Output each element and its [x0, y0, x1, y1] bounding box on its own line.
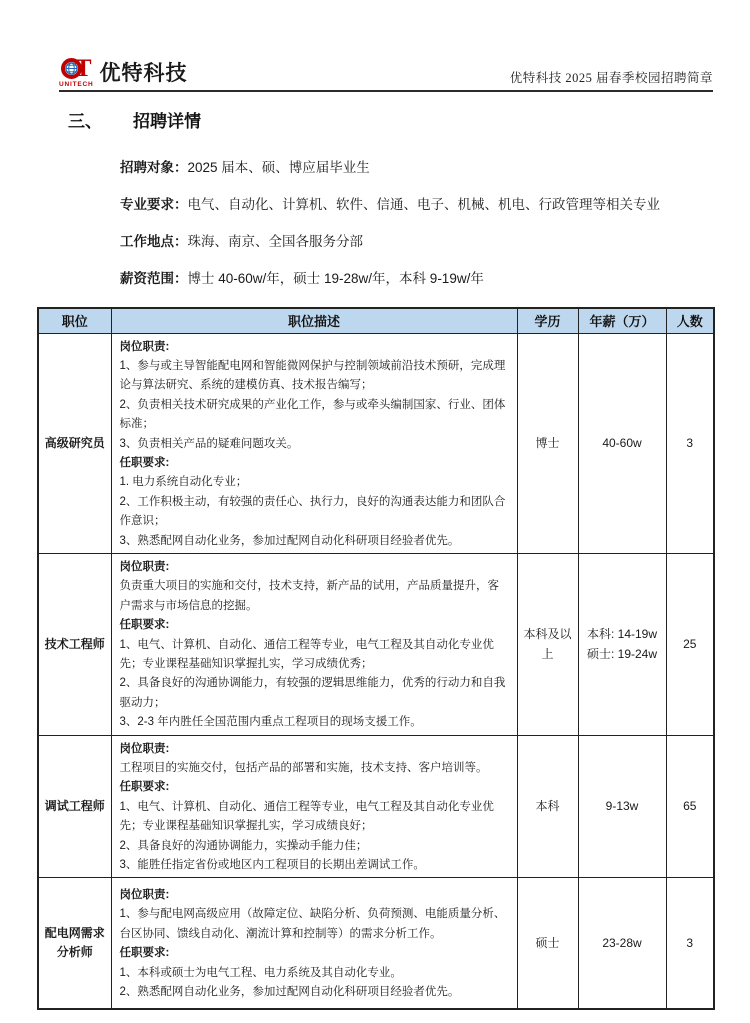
position-description: [111, 878, 517, 1009]
info-value: 博士 40-60w/年，硕士 19-28w/年，本科 9-19w/年: [187, 271, 484, 286]
salary-line: 9-13w: [605, 799, 639, 814]
duty-line: 3、负责相关产品的疑难问题攻关。: [119, 437, 299, 450]
position-description: [111, 735, 517, 878]
education-cell: 硕士: [517, 878, 578, 1009]
info-label: 薪资范围：: [120, 271, 188, 286]
company-logo: [59, 56, 188, 88]
col-header-education: 学历: [517, 308, 578, 333]
requirement-label: 任职要求:: [119, 781, 170, 794]
info-label: 工作地点：: [120, 234, 188, 249]
headcount-cell: 3: [666, 333, 714, 553]
requirement-line: 1. 电力系统自动化专业；: [119, 476, 248, 489]
duty-line: 1、参与配电网高级应用（故障定位、缺陷分析、负荷预测、电能质量分析、台区协同、馈线自动化、潮流计算和控制等）的需求分析工作。: [119, 908, 506, 940]
salary-line: 23-28w: [602, 936, 642, 951]
table-row: [38, 333, 714, 553]
recruitment-info: [120, 159, 750, 288]
headcount-cell: 25: [666, 553, 714, 735]
page-header: [59, 56, 713, 88]
duty-line: 2、负责相关技术研究成果的产业化工作，参与或牵头编制国家、行业、团体标准；: [119, 398, 506, 431]
requirement-line: 3、2-3 年内胜任全国范围内重点工程项目的现场支援工作。: [119, 716, 422, 729]
requirement-label: 任职要求:: [119, 947, 170, 960]
info-line-target: [120, 159, 750, 177]
salary-cell: [578, 553, 666, 735]
table-row: [38, 735, 714, 878]
table-header-row: [38, 308, 714, 333]
logo-t-letter: T: [74, 54, 92, 82]
headcount-cell: 3: [666, 878, 714, 1009]
requirement-line: 2、具备良好的沟通协调能力，实操动手能力佳；: [119, 839, 368, 852]
logo-glyphs: [61, 56, 92, 80]
salary-cell: [578, 735, 666, 878]
requirement-line: 1、电气、计算机、自动化、通信工程等专业，电气工程及其自动化专业优先；专业课程基础知识掌握扎实，学习成绩优秀；: [119, 638, 494, 670]
position-name: 高级研究员: [38, 333, 111, 553]
requirement-line: 2、具备良好的沟通协调能力，有较强的逻辑思维能力，优秀的行动力和自我驱动力；: [119, 677, 506, 709]
education-cell: 本科: [517, 735, 578, 878]
logo-subtext: UNITECH: [59, 81, 94, 88]
table-row: [38, 878, 714, 1009]
position-name: 配电网需求分析师: [38, 878, 111, 1009]
info-line-majors: [120, 196, 750, 214]
section-heading: [68, 107, 750, 132]
salary-line: 40-60w: [602, 436, 642, 451]
duty-line: 工程项目的实施交付，包括产品的部署和实施，技术支持、客户培训等。: [119, 762, 488, 775]
info-line-location: [120, 233, 750, 251]
col-header-count: 人数: [666, 308, 714, 333]
requirement-line: 2、工作积极主动，有较强的责任心、执行力，良好的沟通表达能力和团队合作意识；: [119, 495, 506, 528]
col-header-salary: 年薪（万）: [578, 308, 666, 333]
logo-mark: [59, 56, 94, 88]
duty-line: 1、参与或主导智能配电网和智能微网保护与控制领域前沿技术预研，完成理论与算法研究、系统的建模仿真、技术报告编写；: [119, 359, 506, 392]
document-title: 优特科技 2025 届春季校园招聘简章: [509, 71, 713, 85]
requirement-line: 1、本科或硕士为电气工程、电力系统及其自动化专业。: [119, 966, 402, 979]
education-cell: 本科及以上: [517, 553, 578, 735]
requirement-line: 3、能胜任指定省份或地区内工程项目的长期出差调试工作。: [119, 859, 425, 872]
company-name: 优特科技: [99, 62, 188, 85]
info-value: 珠海、南京、全国各服务分部: [187, 234, 363, 249]
duty-label: 岗位职责:: [119, 340, 170, 353]
table-row: [38, 553, 714, 735]
header-divider: [59, 90, 713, 92]
col-header-description: 职位描述: [111, 308, 517, 333]
info-value: 2025 届本、硕、博应届毕业生: [187, 160, 370, 175]
duty-label: 岗位职责:: [119, 742, 170, 755]
info-line-salary: [120, 270, 750, 288]
col-header-position: 职位: [38, 308, 111, 333]
section-title: 招聘详情: [133, 112, 201, 131]
position-description: [111, 333, 517, 553]
position-name: 调试工程师: [38, 735, 111, 878]
section-number: 三、: [68, 112, 102, 131]
requirement-line: 2、熟悉配网自动化业务，参加过配网自动化科研项目经验者优先。: [119, 986, 460, 999]
duty-label: 岗位职责:: [119, 560, 170, 573]
salary-cell: [578, 333, 666, 553]
education-cell: 博士: [517, 333, 578, 553]
requirement-line: 1、电气、计算机、自动化、通信工程等专业，电气工程及其自动化专业优先；专业课程基础知识掌握扎实，学习成绩良好；: [119, 800, 494, 833]
positions-table: [37, 307, 715, 1010]
salary-line: 本科: 14-19w: [586, 626, 658, 641]
position-description: [111, 553, 517, 735]
info-label: 招聘对象：: [120, 160, 188, 175]
position-name: 技术工程师: [38, 553, 111, 735]
duty-label: 岗位职责:: [119, 889, 170, 901]
requirement-label: 任职要求:: [119, 619, 170, 632]
duty-line: 负责重大项目的实施和交付，技术支持，新产品的试用，产品质量提升，客户需求与市场信息的挖掘。: [119, 580, 499, 612]
info-label: 专业要求：: [120, 197, 188, 212]
salary-line: 硕士: 19-24w: [586, 647, 658, 662]
salary-cell: [578, 878, 666, 1009]
requirement-label: 任职要求:: [119, 456, 170, 469]
headcount-cell: 65: [666, 735, 714, 878]
requirement-line: 3、熟悉配网自动化业务，参加过配网自动化科研项目经验者优先。: [119, 534, 460, 547]
info-value: 电气、自动化、计算机、软件、信通、电子、机械、机电、行政管理等相关专业: [187, 197, 660, 212]
